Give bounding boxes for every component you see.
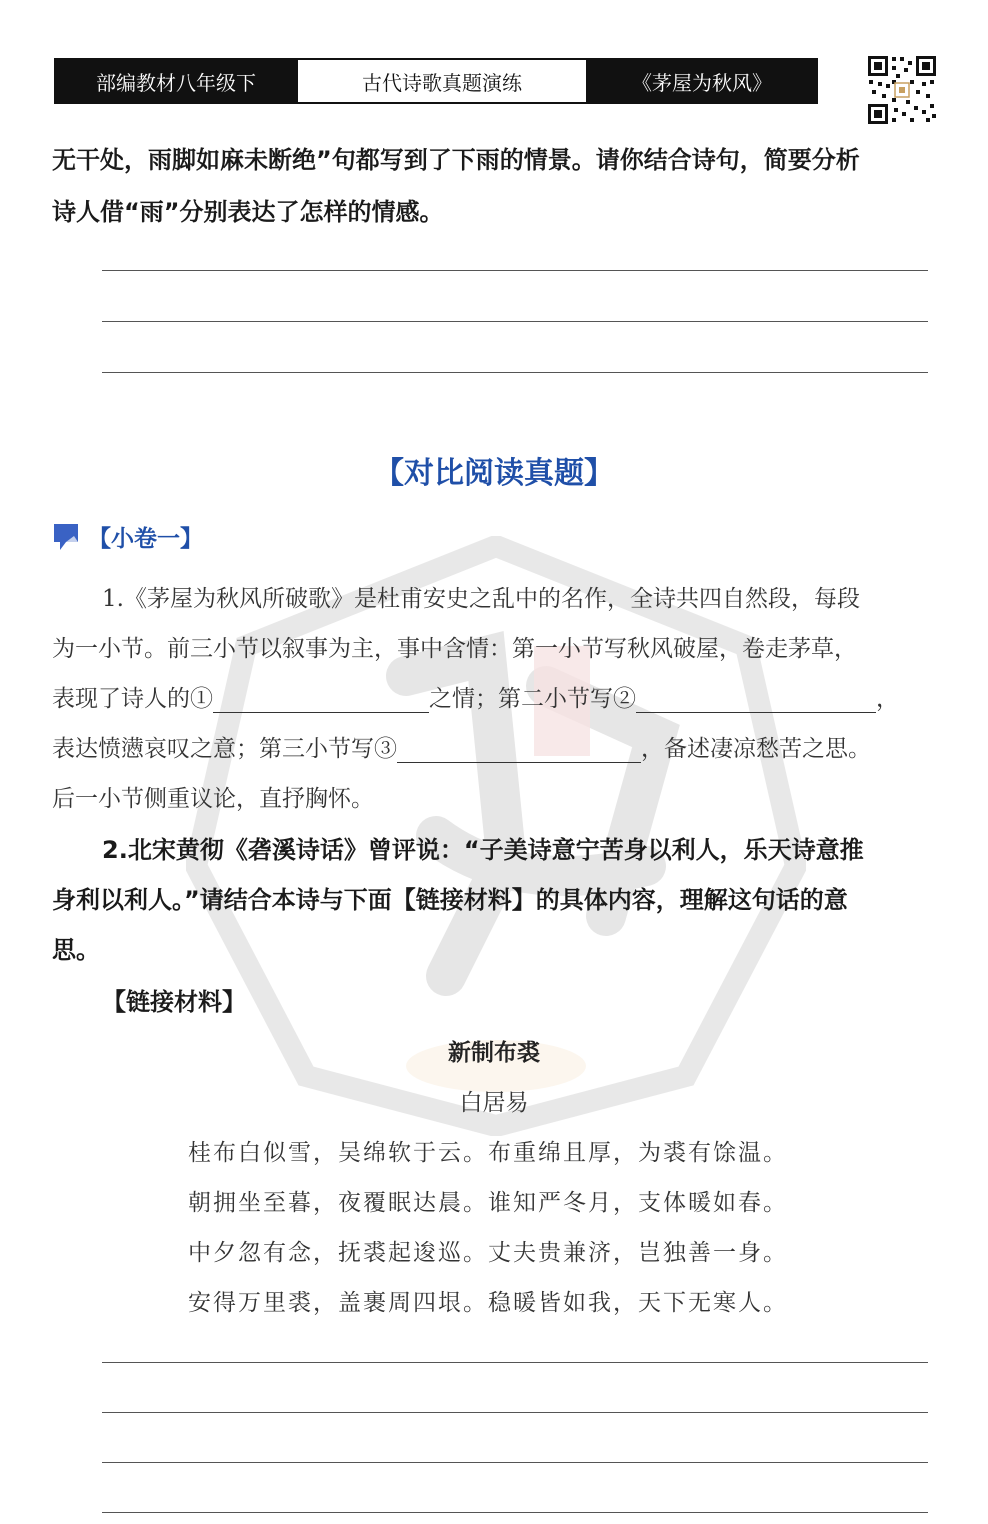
answer-line[interactable] [102,321,928,322]
poem-author: 白居易 [459,1090,529,1116]
q1-line-4 [52,730,871,763]
intro-line-2: 诗人借“雨”分别表达了怎样的情感。 [52,198,444,226]
answer-line[interactable] [102,1362,928,1363]
header-grade: 部编教材八年级下 [56,60,296,102]
q1-line-2: 为一小节。前三小节以叙事为主，事中含情：第一小节写秋风破屋，卷走茅草， [52,636,857,662]
header-topic: 古代诗歌真题演练 [296,60,588,102]
header-bar [54,58,818,104]
q1-line-1: 1.《茅屋为秋风所破歌》是杜甫安史之乱中的名作，全诗共四自然段，每段 [102,586,860,612]
qr-code-icon [866,54,938,126]
poem-line: 安得万里裘，盖裹周四垠。稳暖皆如我，天下无寒人。 [188,1290,788,1316]
blank-1-field[interactable] [213,688,429,713]
poem-title: 新制布裘 [448,1040,540,1066]
blank-2-field[interactable] [636,688,876,713]
q1-line-5: 后一小节侧重议论，直抒胸怀。 [52,786,374,812]
answer-line[interactable] [102,1512,928,1513]
q2-line-3: 思。 [52,936,100,964]
q2-line-2: 身利以利人。”请结合本诗与下面【链接材料】的具体内容，理解这句话的意 [52,886,848,914]
subsection-header [52,520,203,553]
answer-line[interactable] [102,270,928,271]
blank-3-field[interactable] [397,738,641,763]
subsection-label: 【小卷一】 [88,526,203,552]
q1-line-4-part-a: 表达愤懑哀叹之意；第三小节写③ [52,736,397,762]
q1-line-4-part-b: ，备述凄凉愁苦之思。 [641,736,871,762]
header-lesson: 《茅屋为秋风》 [588,60,816,102]
poem-line: 桂布白似雪，吴绵软于云。布重绵且厚，为裘有馀温。 [188,1140,788,1166]
q1-line-3 [52,680,899,713]
link-material-label: 【链接材料】 [102,988,246,1016]
poem-line: 中夕忽有念，抚裘起逡巡。丈夫贵兼济，岂独善一身。 [188,1240,788,1266]
speech-bubble-icon [52,522,82,552]
q1-line-3-part-c: ， [876,686,899,712]
poem-line: 朝拥坐至暮，夜覆眠达晨。谁知严冬月，支体暖如春。 [188,1190,788,1216]
section-title: 【对比阅读真题】 [374,456,614,491]
q2-line-1: 2.北宋黄彻《砻溪诗话》曾评说：“子美诗意宁苦身以利人，乐天诗意推 [102,836,864,864]
answer-line[interactable] [102,1412,928,1413]
intro-line-1: 无干处，雨脚如麻未断绝”句都写到了下雨的情景。请你结合诗句，简要分析 [52,146,860,174]
answer-line[interactable] [102,372,928,373]
answer-line[interactable] [102,1462,928,1463]
q1-line-3-part-b: 之情；第二小节写② [429,686,636,712]
q1-line-3-part-a: 表现了诗人的① [52,686,213,712]
